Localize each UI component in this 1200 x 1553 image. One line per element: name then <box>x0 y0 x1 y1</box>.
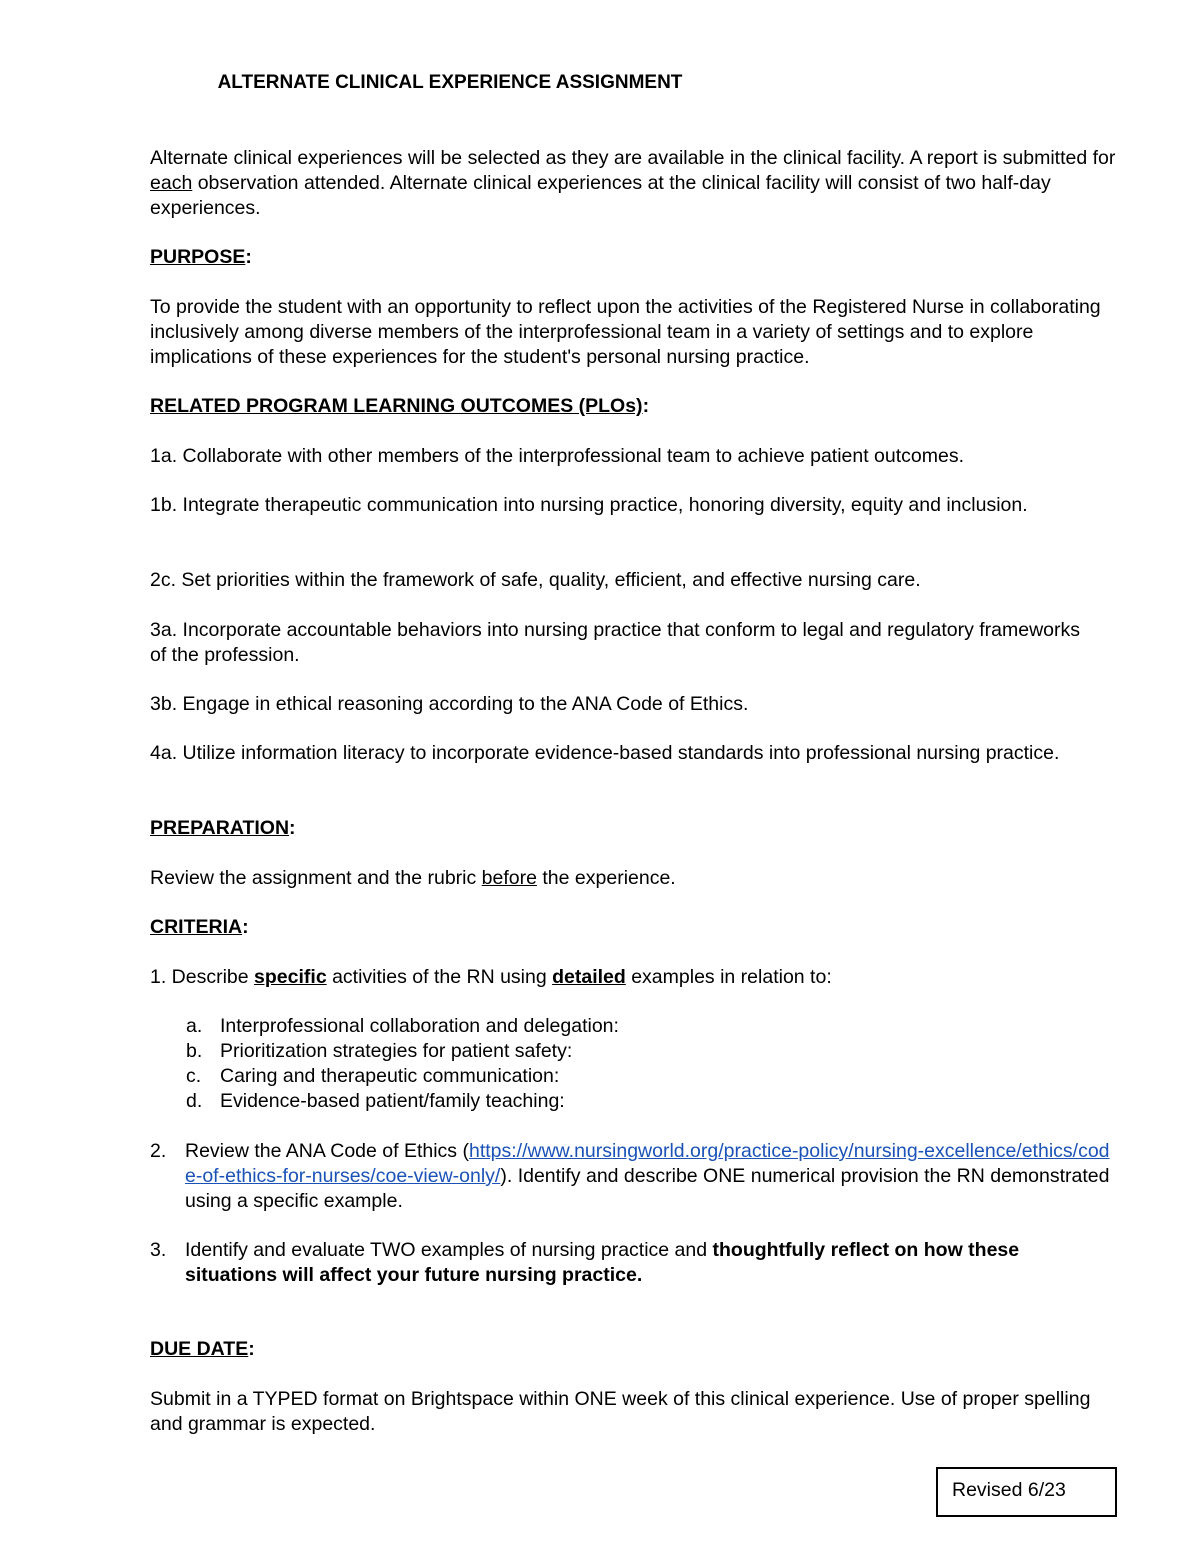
subitem-marker: c. <box>186 1065 202 1087</box>
criteria-heading: CRITERIA: <box>150 916 249 938</box>
criteria-subitem <box>186 1014 1086 1039</box>
due-date-heading-text: DUE DATE <box>150 1338 249 1360</box>
revised-box: Revised 6/23 <box>936 1467 1117 1517</box>
subitem-text: Prioritization strategies for patient safety: <box>220 1040 573 1062</box>
plo-item: 1b. Integrate therapeutic communication into nursing practice, honoring diversity, equity and inclusion. <box>150 494 1028 516</box>
subitem-marker: b. <box>186 1040 203 1062</box>
purpose-heading: PURPOSE: <box>150 246 252 268</box>
intro-text-1: Alternate clinical experiences will be selected as they are available in the clinical facility. A report is submitted for <box>150 147 1116 169</box>
preparation-text-2: the experience. <box>536 867 676 889</box>
criteria-item-2-text-1: Review the ANA Code of Ethics ( <box>185 1140 469 1162</box>
criteria-subitem <box>186 1039 1086 1064</box>
criteria-item-3-bold-text: thoughtfully reflect on how these situations will affect your future nursing practice. <box>185 1239 1020 1286</box>
criteria-sublist <box>186 1014 1086 1114</box>
criteria-item-1-text-2: activities of the RN using <box>326 966 553 988</box>
criteria-item-2-text-2: ). Identify and describe ONE numerical provision the RN demonstrated using a specific example. <box>185 1165 1110 1212</box>
criteria-item-1-text-1: 1. Describe <box>150 966 255 988</box>
criteria-item-3-marker: 3. <box>150 1239 167 1261</box>
subitem-text: Evidence-based patient/family teaching: <box>220 1090 565 1112</box>
intro-each-underlined: each <box>150 172 193 194</box>
due-date-heading: DUE DATE: <box>150 1338 255 1360</box>
criteria-specific-emphasis: specific <box>254 966 327 988</box>
criteria-item-3-text-1: Identify and evaluate TWO examples of nursing practice and <box>185 1239 713 1261</box>
criteria-item-3-text <box>185 1238 1115 1288</box>
subitem-text: Interprofessional collaboration and delegation: <box>220 1015 619 1037</box>
plo-item: 3a. Incorporate accountable behaviors into nursing practice that conform to legal and regulatory frameworks of the profession. <box>150 619 1081 666</box>
criteria-item-2-text <box>185 1139 1120 1214</box>
criteria-item-2-marker: 2. <box>150 1140 167 1162</box>
document-title: ALTERNATE CLINICAL EXPERIENCE ASSIGNMENT <box>217 72 683 93</box>
intro-paragraph <box>150 146 1125 221</box>
subitem-marker: d. <box>186 1090 203 1112</box>
purpose-heading-text: PURPOSE <box>150 246 246 268</box>
plos-heading: RELATED PROGRAM LEARNING OUTCOMES (PLOs): <box>150 395 650 417</box>
criteria-detailed-emphasis: detailed <box>552 966 626 988</box>
preparation-text <box>150 866 1125 891</box>
plo-item: 4a. Utilize information literacy to incorporate evidence-based standards into professional nursing practice. <box>150 742 1060 764</box>
subitem-text: Caring and therapeutic communication: <box>220 1065 560 1087</box>
intro-text-2: observation attended. Alternate clinical experiences at the clinical facility will consist of two half-day experiences. <box>150 172 1051 219</box>
ana-code-of-ethics-link[interactable]: https://www.nursingworld.org/practice-policy/nursing-excellence/ethics/code-of-ethics-for-nurses/coe-view-only/ <box>185 1140 1110 1187</box>
plos-heading-text: RELATED PROGRAM LEARNING OUTCOMES (PLOs) <box>150 395 643 417</box>
criteria-subitem <box>186 1089 1086 1114</box>
plo-item: 2c. Set priorities within the framework of safe, quality, efficient, and effective nursing care. <box>150 569 921 591</box>
preparation-before-underlined: before <box>481 867 537 889</box>
criteria-subitem <box>186 1064 1086 1089</box>
criteria-item-1-text-3: examples in relation to: <box>625 966 832 988</box>
preparation-text-1: Review the assignment and the rubric <box>150 867 482 889</box>
plo-item: 3b. Engage in ethical reasoning according to the ANA Code of Ethics. <box>150 693 749 715</box>
purpose-text: To provide the student with an opportunity to reflect upon the activities of the Registered Nurse in collaborating inclusively among diverse members of the interprofessional team in a variety of settings and to explore implications of these experiences for the student's personal nursing practice. <box>150 296 1101 368</box>
preparation-heading-text: PREPARATION <box>150 817 290 839</box>
criteria-heading-text: CRITERIA <box>150 916 243 938</box>
due-date-text: Submit in a TYPED format on Brightspace within ONE week of this clinical experience. Use of proper spelling and grammar is expected. <box>150 1388 1091 1435</box>
criteria-item-1 <box>150 965 1125 990</box>
plo-item: 1a. Collaborate with other members of the interprofessional team to achieve patient outcomes. <box>150 445 965 467</box>
preparation-heading: PREPARATION: <box>150 817 296 839</box>
subitem-marker: a. <box>186 1015 203 1037</box>
